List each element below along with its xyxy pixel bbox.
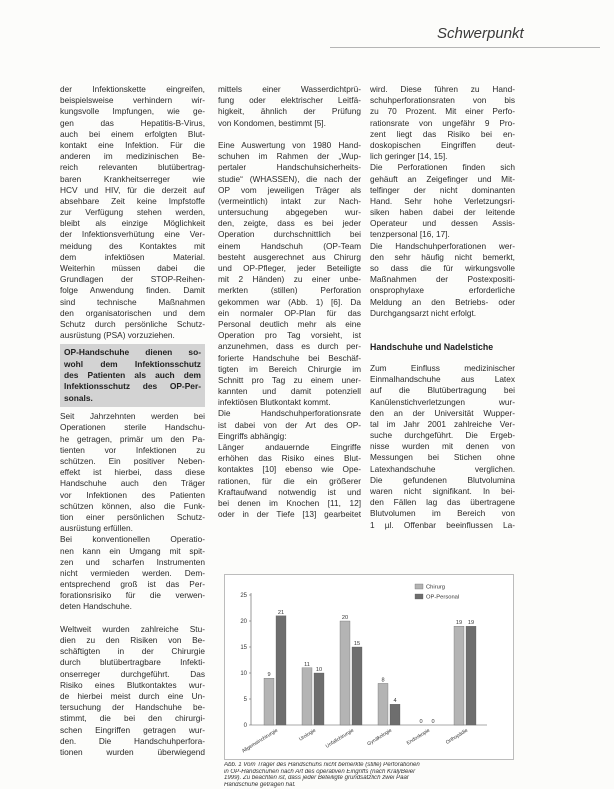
text-line: infektiösen Blutkontakt kommt. — [218, 397, 331, 408]
text-line: nisse wurden mit denen von — [370, 441, 515, 452]
text-line: bei denen im Knochen [11, 12] — [218, 497, 361, 508]
text-line: de hierbei meist durch eine Un- — [60, 690, 205, 701]
text-line: folge Anwendung finden. Damit — [60, 285, 205, 296]
section-header: Schwerpunkt — [437, 25, 524, 42]
text-line: Latexhandschuhe verglichen. — [370, 463, 515, 474]
text-line: tienten vor Infektionen zu — [60, 444, 205, 455]
text-line: Die Handschuhperforationen wer- — [370, 240, 515, 251]
text-line: Maßnahmen der Postexpositi- — [370, 274, 515, 285]
text-line: gekommen war (Abb. 1) [6]. Da — [218, 296, 361, 307]
text-line: 1 µl. Offenbar beeinflussen La- — [370, 519, 515, 530]
text-line: schuhen im Rahmen der „Wup- — [218, 151, 361, 162]
text-line: kontakt eine Infektion. Für die — [60, 139, 205, 150]
text-line: Operation pro Tag vorsieht, ist — [218, 330, 361, 341]
text-line: kungsvolle Impfungen, wie ge- — [60, 106, 205, 117]
text-line: telfinger der nicht dominanten — [370, 184, 515, 195]
data-label: 15 — [353, 641, 361, 647]
data-label: 10 — [315, 667, 323, 673]
text-line: Infektionsschutz des OP-Per- — [64, 381, 201, 392]
text-line: der Infektionsverhütung eine Ver- — [60, 229, 205, 240]
text-line: onsprophylaxe erforderliche — [370, 285, 515, 296]
text-line: suche durchgeführt. Die Ergeb- — [370, 430, 515, 441]
text-column-3 — [370, 84, 515, 531]
text-line: Seit Jahrzehnten werden bei — [60, 411, 205, 422]
text-line: mit 2 Händen) zu einer unbe- — [218, 274, 361, 285]
y-tick-label: 15 — [240, 645, 247, 651]
text-line: bleibt als einzige Möglichkeit — [60, 218, 205, 229]
text-line: Grundlagen der STOP-Reihen- — [60, 274, 205, 285]
paragraph — [60, 84, 205, 341]
text-line: tal im Jahr 2001 zahlreiche Ver- — [370, 418, 515, 429]
text-line: tersuchung der Handschuhe be- — [60, 702, 205, 713]
text-line: den sehr häufig nicht bemerkt, — [370, 251, 515, 262]
bar — [466, 626, 476, 725]
bar — [390, 704, 400, 725]
category-label: Urologie — [298, 727, 318, 743]
text-line: forierte Handschuhe bei Beschäf- — [218, 352, 361, 363]
text-line: doskopischen Eingriffen deut- — [370, 139, 515, 150]
bar — [276, 616, 286, 725]
text-line: Operation durchschnittlich bei — [218, 229, 361, 240]
text-line: Länger andauernde Eingriffe — [218, 442, 361, 452]
text-line: den, zeigte, dass es bei jeder — [218, 218, 361, 229]
header-rule — [330, 47, 600, 48]
text-line: Personal deutlich mehr als eine — [218, 318, 361, 329]
text-line: und OP-Pfleger, jeder Beteiligte — [218, 263, 361, 273]
text-line: gen das Hepatitis-B-Virus, — [60, 117, 205, 128]
text-line: ist dabei von der Art des OP- — [218, 419, 361, 430]
paragraph — [370, 241, 515, 319]
y-tick-label: 25 — [240, 593, 247, 599]
text-line: absehbare Zeit keine Impfstoffe — [60, 195, 205, 206]
bar — [454, 626, 464, 725]
text-line: siken haben dabei der leitende — [370, 207, 515, 218]
text-line: Abb. 1 Vom Träger des Handschuhs nicht bemerkte (stille) Perforationen — [224, 762, 420, 768]
legend-swatch — [415, 594, 423, 599]
y-tick-label: 10 — [240, 671, 247, 677]
text-line: Handschuhe auch den Träger — [60, 478, 205, 489]
text-line: Weiterhin müssen dabei die — [60, 263, 205, 273]
text-line: Weltweit wurden zahlreiche Stu- — [60, 623, 205, 634]
text-line: he getragen, primär um den Pa- — [60, 433, 205, 444]
data-label: 9 — [267, 672, 271, 679]
text-line: sonals. — [64, 392, 93, 403]
y-tick-label: 0 — [243, 723, 247, 729]
paragraph — [370, 84, 515, 162]
text-line: erhöhen das Risiko eines Blut- — [218, 453, 361, 464]
text-line: Schnitt pro Tag zu einem uner- — [218, 374, 361, 385]
text-line: deten Handschuhe. — [60, 601, 132, 612]
text-line: OP vom jeweiligen Träger als — [218, 184, 361, 195]
text-line: higkeit, ähnlich der Prüfung — [218, 106, 361, 117]
text-line: schützen. Ein positiver Neben- — [60, 456, 205, 467]
text-line: Zum Einfluss medizinischer — [370, 362, 515, 373]
data-label: 19 — [455, 620, 463, 627]
text-line: zu 70 Prozent. Mit einer Perfo- — [370, 106, 515, 117]
text-line: forationsrisiko für die verwen- — [60, 590, 205, 601]
text-line: gehäuft an Zeigefinger und Mit- — [370, 173, 515, 184]
text-line: zen und scharfen Instrumenten — [60, 556, 205, 567]
text-line: schuhperforationsraten von bis — [370, 95, 515, 106]
text-line: tionen wurden überwiegend — [60, 746, 205, 757]
text-line: zent liegt das Risiko bei en- — [370, 128, 515, 139]
text-line: Die Handschuhperforationsrate — [218, 408, 361, 419]
legend-label: OP-Personal — [426, 594, 460, 601]
bar — [352, 647, 362, 725]
text-line: tenzpersonal [16, 17]. — [370, 229, 450, 240]
section-heading: Handschuhe und Nadelstiche — [370, 341, 494, 352]
text-line: kannten und damit potenziell — [218, 386, 361, 397]
text-line: schen Eingriffen getragen wur- — [60, 724, 205, 735]
category-label: Endoskopie — [405, 727, 432, 747]
text-line: ausrüstung (PSA) vorzuziehen. — [60, 330, 175, 341]
text-line: anderen im medizinischen Be- — [60, 151, 205, 162]
text-line: von Kondomen, bestimmt [5]. — [218, 117, 326, 128]
text-line: nicht vermieden werden. Dem- — [60, 567, 205, 578]
figure-caption — [224, 762, 514, 788]
chart-canvas — [225, 575, 514, 760]
text-line: der Infektionskette eingreifen, — [60, 84, 205, 94]
text-line: meidung des Kontaktes mit — [60, 240, 205, 251]
text-line: lich geringer [14, 15]. — [370, 151, 448, 162]
text-line: Durchgangsarzt nicht erfolgt. — [370, 307, 477, 318]
text-line: Operateur und dessen Assis- — [370, 218, 515, 229]
text-line: dem infektiösen Material. — [60, 251, 205, 262]
text-line: effekt ist hierbei, dass diese — [60, 467, 205, 478]
data-label: 21 — [277, 609, 285, 616]
paragraph — [218, 140, 361, 409]
text-line: oder in der Tiefe [13] gearbeitet — [218, 509, 361, 520]
text-line: sind technische Maßnahmen — [60, 296, 205, 307]
text-line: Risiko eines Blutkontaktes wur- — [60, 679, 205, 690]
text-line: (vermeintlich) intakt zur Nach- — [218, 195, 361, 206]
category-label: Unfallchirurgie — [324, 727, 356, 750]
paragraph — [218, 84, 361, 129]
text-line: Die gefundenen Blutvolumina — [370, 474, 515, 485]
bar — [378, 683, 388, 725]
text-line: in OP-Handschuhen nach Art des operativen Eingriffs (nach Kralj/Beier — [224, 768, 416, 775]
text-line: einem Handschuh (OP-Team — [218, 240, 361, 251]
text-line: reich relevanten blutübertrag- — [60, 162, 205, 173]
data-label: 0 — [419, 719, 423, 725]
text-line: wohl dem Infektionsschutz — [64, 358, 201, 369]
paragraph — [60, 411, 205, 534]
text-line: Bei konventionellen Operatio- — [60, 534, 205, 545]
text-line: so dass die für wirkungsvolle — [370, 263, 515, 273]
text-line: 1999). Zu beachten ist, dass jeder Beteiligte grundsätzlich zwei Paar — [224, 775, 409, 782]
text-line: ein normaler OP-Plan für das — [218, 307, 361, 318]
text-line: vor Infektionen des Patienten — [60, 489, 205, 500]
text-line: onserreger durchgeführt. Das — [60, 668, 205, 679]
text-line: wird. Diese führen zu Hand- — [370, 84, 515, 94]
text-line: auf die Blutübertragung bei — [370, 385, 515, 396]
bar — [302, 668, 312, 725]
text-line: waren nicht signifikant. In bei- — [370, 486, 515, 496]
text-line: Eine Auswertung von 1980 Hand- — [218, 139, 361, 150]
text-line: Messungen bei Stichen ohne — [370, 452, 515, 463]
legend-label: Chirurg — [426, 584, 446, 591]
bar — [340, 621, 350, 725]
pull-quote — [60, 344, 205, 407]
y-tick-label: 20 — [240, 619, 247, 625]
category-label: Allgemeinchirurgie — [240, 727, 280, 755]
data-label: 0 — [431, 719, 435, 725]
data-label: 20 — [341, 615, 349, 621]
text-line: beispielsweise verhindern wir- — [60, 95, 205, 106]
bar — [264, 678, 274, 725]
text-line: baren Krankheitserreger wie — [60, 173, 205, 184]
text-line: tion einer persönlichen Schutz- — [60, 511, 205, 522]
text-line: ausrüstung erfüllen. — [60, 523, 133, 534]
text-line: HCV und HIV, für die derzeit auf — [60, 184, 205, 195]
data-label: 11 — [304, 661, 310, 668]
text-line: Die Perforationen finden sich — [370, 162, 515, 173]
text-line: Hand. Sehr hohe Verletzungsri- — [370, 195, 515, 206]
y-tick-label: 5 — [243, 697, 247, 703]
text-line: Meldung an den Betriebs- oder — [370, 296, 515, 307]
text-line: schäftigten in der Chirurgie — [60, 646, 205, 657]
paragraph — [218, 408, 361, 442]
text-line: Einmalhandschuhe aus Latex — [370, 374, 515, 385]
text-line: tigten im Bereich Chirurgie im — [218, 363, 361, 374]
text-line: nen kann ein Umgang mit spit- — [60, 545, 205, 556]
text-line: Handschuhe getragen hat. — [224, 781, 296, 788]
data-label: 8 — [381, 677, 385, 684]
text-line: Blutvolumen im Bereich von — [370, 508, 515, 519]
text-line: OP-Handschuhe dienen so- — [64, 347, 201, 358]
category-label: Orthopädie — [444, 727, 470, 746]
text-line: Kraftaufwand notwendig ist und — [218, 486, 361, 497]
text-line: den an der Universität Wupper- — [370, 407, 515, 418]
bar — [314, 673, 324, 725]
text-line: den organisatorischen und dem — [60, 307, 205, 318]
text-line: rationen, für die ein größerer — [218, 475, 361, 486]
text-line: merkten (stillen) Perforation — [218, 285, 361, 296]
text-line: anzunehmen, dass es durch per- — [218, 341, 361, 352]
text-line: dien zu den Risiken von Be- — [60, 635, 205, 646]
text-column-1 — [60, 84, 205, 758]
text-line: den. Die Handschuhperfora- — [60, 735, 205, 746]
text-line: den Fällen lag das übertragene — [370, 497, 515, 508]
paragraph — [218, 442, 361, 520]
data-label: 19 — [467, 620, 475, 627]
text-line: kontaktes [10] ebenso wie Ope- — [218, 464, 361, 475]
paragraph — [60, 534, 205, 612]
text-line: besteht ausgerechnet aus Chirurg — [218, 251, 361, 262]
paragraph — [370, 363, 515, 531]
text-line: des Patienten als auch dem — [64, 370, 201, 381]
text-line: untersuchung abgegeben wur- — [218, 207, 361, 218]
text-line: Operationen sterile Handschu- — [60, 422, 205, 433]
text-line: Schutz durch persönliche Schutz- — [60, 318, 205, 329]
text-line: rationsrate von ungefähr 9 Pro- — [370, 117, 515, 128]
text-line: auch bei einem erfolgten Blut- — [60, 128, 205, 139]
bar-chart — [224, 574, 514, 760]
text-line: schützen können, also die Funk- — [60, 500, 205, 511]
text-line: pertaler Handschuhsicherheits- — [218, 162, 361, 173]
text-line: Eingriffs abhängig: — [218, 430, 287, 441]
text-line: Kanülenstichverletzungen wur- — [370, 396, 515, 407]
data-label: 4 — [393, 698, 397, 705]
paragraph — [370, 162, 515, 240]
text-line: zur Verfügung stehen werden, — [60, 207, 205, 218]
text-line: studie“ (WHASSEN), die nach der — [218, 173, 361, 184]
text-line: entsprechend groß ist das Per- — [60, 579, 205, 590]
text-column-2 — [218, 84, 361, 520]
category-label: Gynäkologie — [366, 727, 394, 748]
text-line: fung oder elektrischer Leitfä- — [218, 95, 361, 106]
text-line: mittels einer Wasserdichtprü- — [218, 84, 361, 94]
paragraph — [60, 624, 205, 758]
text-line: durch blutübertragbare Infekti- — [60, 657, 205, 668]
text-line: stimmt, die bei den chirurgi- — [60, 713, 205, 724]
legend-swatch — [415, 584, 423, 589]
